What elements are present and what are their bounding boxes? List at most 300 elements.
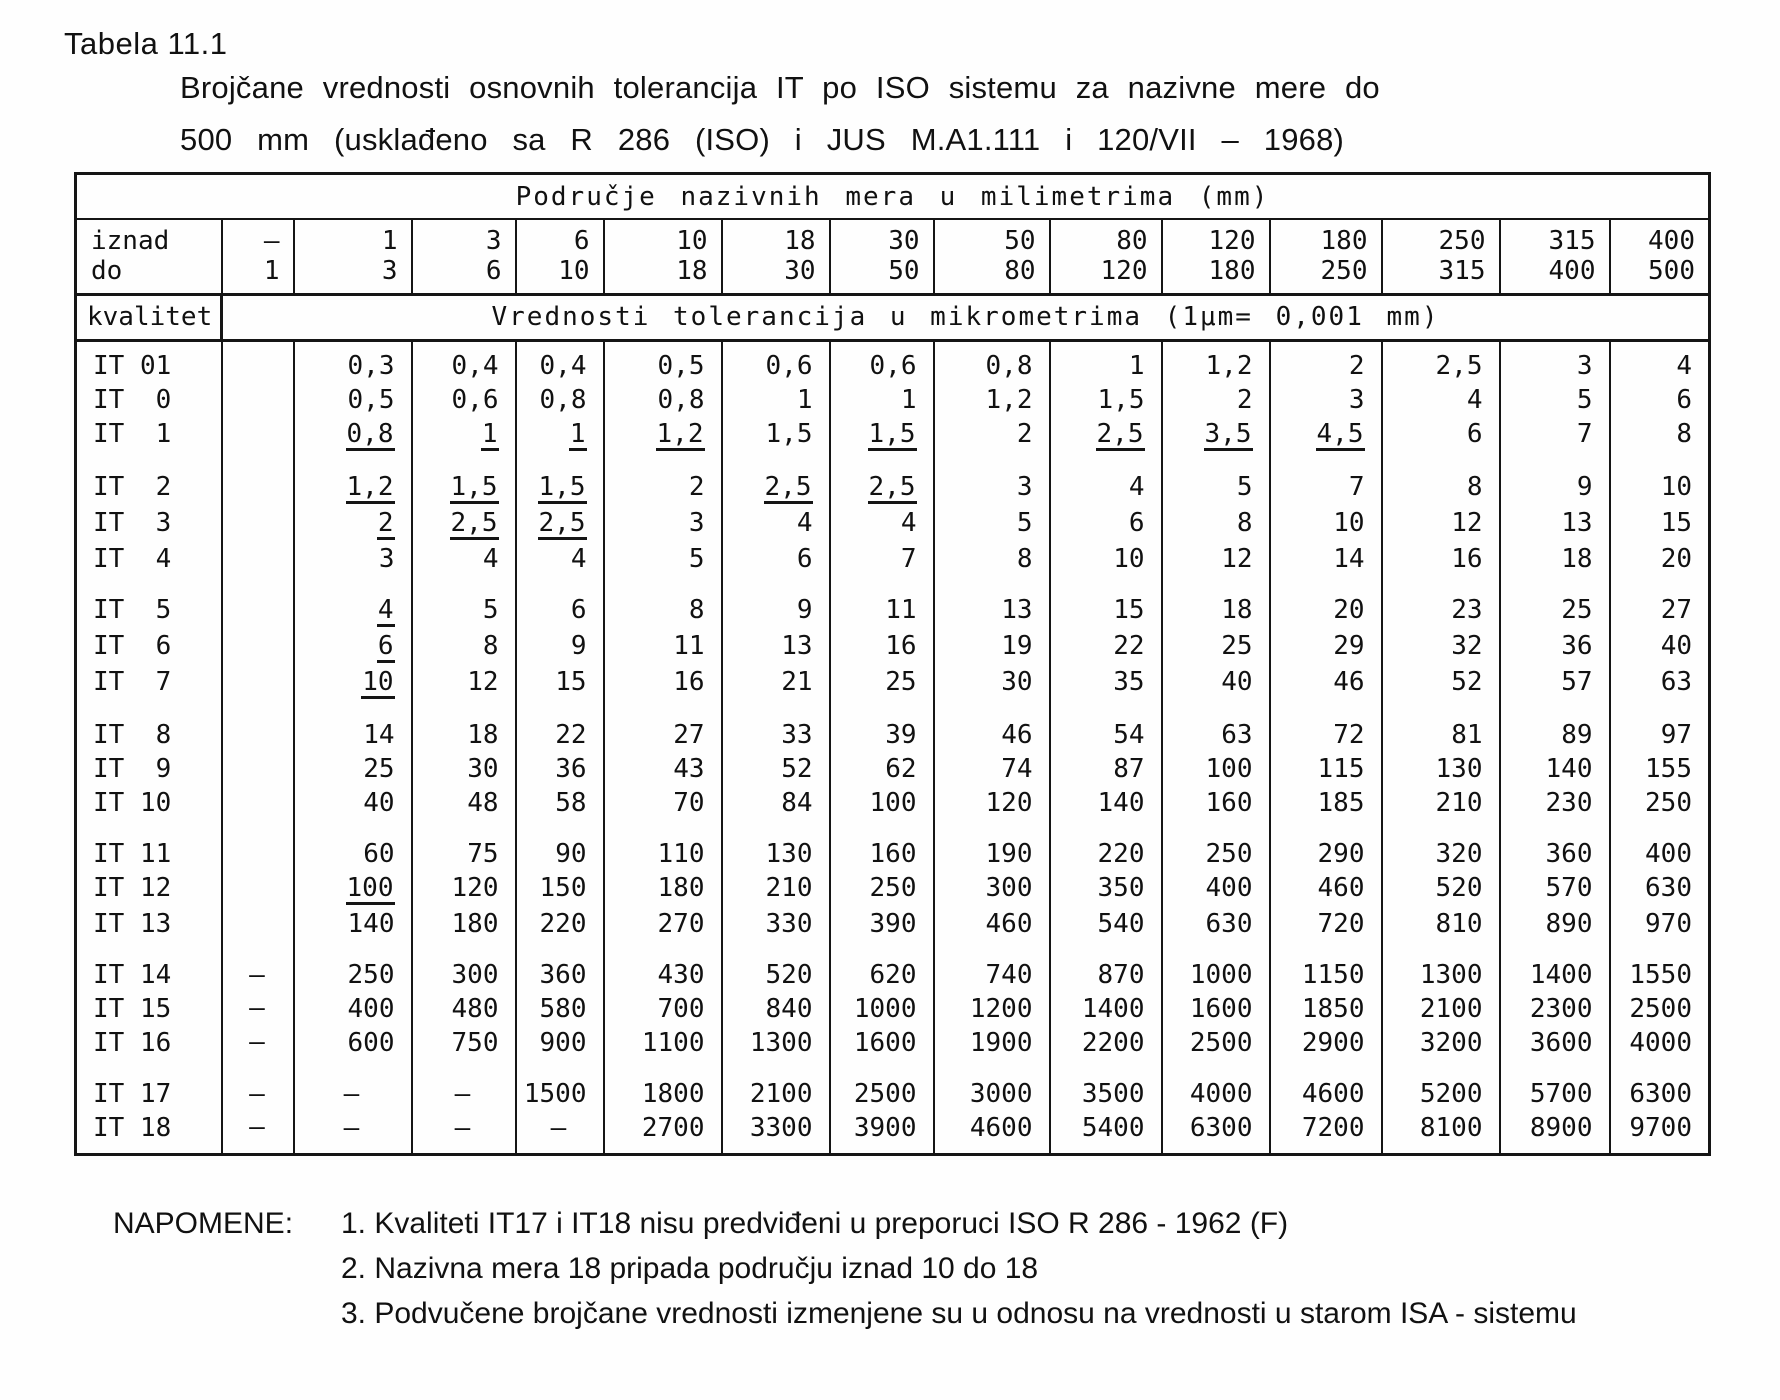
value-cell: 890 (1500, 907, 1610, 941)
value-cell: 2100 (722, 1060, 830, 1111)
value-cell: 115 (1270, 752, 1382, 786)
value-cell: 5 (1500, 383, 1610, 417)
value-cell: 2 (1270, 341, 1382, 384)
dash-cell (222, 871, 294, 907)
value-cell: 400 (294, 992, 412, 1026)
value-cell: 12 (1162, 542, 1270, 576)
value-cell: 11 (830, 576, 934, 629)
it-row (76, 341, 1710, 384)
value-cell (294, 506, 412, 542)
value-cell: 46 (934, 701, 1050, 752)
table-title (180, 72, 1440, 155)
value-cell: 2500 (1162, 1026, 1270, 1060)
value-cell: 3000 (934, 1060, 1050, 1111)
value-cell: 250 (294, 941, 412, 992)
it-grade-label: IT 01 (93, 351, 172, 381)
it-row (76, 417, 1710, 453)
value-cell (516, 506, 604, 542)
value-cell: 7200 (1270, 1111, 1382, 1155)
underlined-value: 1,2 (656, 419, 704, 449)
value-cell: 14 (294, 701, 412, 752)
it-grade-label: IT 2 (93, 472, 172, 502)
it-row (76, 383, 1710, 417)
value-cell: 130 (722, 820, 830, 871)
it-grade-label: IT 13 (93, 909, 172, 939)
value-cell: 3200 (1382, 1026, 1500, 1060)
value-cell: 4600 (1270, 1060, 1382, 1111)
value-cell: 2 (1162, 383, 1270, 417)
value-cell: 15 (1050, 576, 1162, 629)
value-cell (516, 453, 604, 506)
value-cell: 290 (1270, 820, 1382, 871)
value-cell: 13 (934, 576, 1050, 629)
value-cell: 30 (934, 665, 1050, 701)
value-cell: 8100 (1382, 1111, 1500, 1155)
underlined-value: 2,5 (450, 508, 498, 538)
do-value: 3 (381, 256, 398, 286)
value-cell: 250 (1162, 820, 1270, 871)
value-cell: 0,8 (604, 383, 722, 417)
value-cell: 230 (1500, 786, 1610, 820)
it-grade-label: IT 0 (93, 385, 172, 415)
underlined-value: 0,8 (346, 419, 394, 449)
value-cell: 8 (604, 576, 722, 629)
dash-cell: – (222, 1060, 294, 1111)
size-range-cell (722, 219, 830, 295)
value-cell: 10 (1050, 542, 1162, 576)
dash-cell (222, 542, 294, 576)
value-cell: 0,4 (412, 341, 516, 384)
value-cell: 1850 (1270, 992, 1382, 1026)
value-cell: 54 (1050, 701, 1162, 752)
do-value: 180 (1208, 256, 1256, 286)
value-cell: 100 (1162, 752, 1270, 786)
it-grade-label: IT 14 (93, 960, 172, 990)
value-cell: 0,5 (294, 383, 412, 417)
dash-cell: – (222, 1111, 294, 1155)
iznad-value: 250 (1438, 226, 1486, 256)
value-cell: 630 (1162, 907, 1270, 941)
value-cell: 720 (1270, 907, 1382, 941)
value-cell: 13 (722, 629, 830, 665)
iznad-value: 1 (381, 226, 398, 256)
value-cell: 250 (1610, 786, 1710, 820)
value-cell: 6300 (1162, 1111, 1270, 1155)
value-cell: 3 (934, 453, 1050, 506)
dash-cell (222, 752, 294, 786)
value-cell: 5700 (1500, 1060, 1610, 1111)
value-cell: 8 (1162, 506, 1270, 542)
value-cell: 0,6 (722, 341, 830, 384)
size-range-cell (830, 219, 934, 295)
value-cell: 4 (1610, 341, 1710, 384)
value-cell: 72 (1270, 701, 1382, 752)
value-cell: 5 (934, 506, 1050, 542)
value-cell: 185 (1270, 786, 1382, 820)
size-range-cell (604, 219, 722, 295)
value-cell: 3 (1270, 383, 1382, 417)
underlined-value: 4,5 (1316, 419, 1364, 449)
value-cell (412, 453, 516, 506)
value-cell: 360 (516, 941, 604, 992)
underlined-value: 2,5 (538, 508, 586, 538)
value-cell (294, 629, 412, 665)
value-cell: 120 (412, 871, 516, 907)
iznad-value: 10 (676, 226, 708, 256)
value-cell: 74 (934, 752, 1050, 786)
value-cell: 270 (604, 907, 722, 941)
value-cell: 75 (412, 820, 516, 871)
tolerance-table (74, 172, 1711, 1156)
kvalitet-row (76, 295, 1710, 341)
value-cell: 1300 (722, 1026, 830, 1060)
value-cell: 5 (604, 542, 722, 576)
underlined-value: 1 (569, 419, 586, 449)
dash-cell (222, 701, 294, 752)
it-row (76, 506, 1710, 542)
table-number-label: Tabela 11.1 (64, 26, 228, 61)
dash-cell (222, 576, 294, 629)
value-cell: 0,8 (516, 383, 604, 417)
it-grade-label: IT 15 (93, 994, 172, 1024)
value-cell: 6 (1610, 383, 1710, 417)
underlined-value: 10 (362, 667, 394, 697)
value-cell: 4 (516, 542, 604, 576)
value-cell: 25 (1162, 629, 1270, 665)
value-cell: 97 (1610, 701, 1710, 752)
values-unit-band: Vrednosti tolerancija u mikrometrima (1μm= 0,001 mm) (222, 295, 1710, 341)
value-cell: 57 (1500, 665, 1610, 701)
size-range-cell (1610, 219, 1710, 295)
do-value: 1 (263, 256, 280, 286)
it-row (76, 542, 1710, 576)
value-cell: 1100 (604, 1026, 722, 1060)
value-cell: 16 (604, 665, 722, 701)
value-cell: 0,4 (516, 341, 604, 384)
it-grade-label: IT 1 (93, 419, 172, 449)
value-cell: 1600 (1162, 992, 1270, 1026)
value-cell: 140 (1500, 752, 1610, 786)
value-cell: 2200 (1050, 1026, 1162, 1060)
it-grade-label: IT 18 (93, 1113, 172, 1143)
value-cell: 250 (830, 871, 934, 907)
value-cell: 2 (934, 417, 1050, 453)
value-cell: 1600 (830, 1026, 934, 1060)
underlined-value: 2,5 (868, 472, 916, 502)
value-cell: 63 (1162, 701, 1270, 752)
value-cell: 48 (412, 786, 516, 820)
iznad-value: 315 (1548, 226, 1596, 256)
it-grade-label: IT 8 (93, 720, 172, 750)
value-cell: 16 (830, 629, 934, 665)
underlined-value: 1,5 (450, 472, 498, 502)
value-cell: 2100 (1382, 992, 1500, 1026)
dash-cell: – (222, 992, 294, 1026)
value-cell: 1000 (1162, 941, 1270, 992)
value-cell: 320 (1382, 820, 1500, 871)
value-cell: 18 (412, 701, 516, 752)
it-row (76, 1060, 1710, 1111)
underlined-value: 2 (377, 508, 394, 538)
value-cell: 1300 (1382, 941, 1500, 992)
value-cell: 18 (1500, 542, 1610, 576)
value-cell: 25 (1500, 576, 1610, 629)
it-grade-label: IT 11 (93, 839, 172, 869)
notes-list (341, 1202, 1581, 1337)
dash-cell (222, 907, 294, 941)
iznad-value: 18 (784, 226, 816, 256)
value-cell: 19 (934, 629, 1050, 665)
kvalitet-label: kvalitet (76, 295, 222, 341)
it-grade-label: IT 4 (93, 544, 172, 574)
value-cell: 1 (722, 383, 830, 417)
do-value: 315 (1438, 256, 1486, 286)
value-cell: 970 (1610, 907, 1710, 941)
value-cell: 0,6 (830, 341, 934, 384)
value-cell (830, 453, 934, 506)
value-cell: 350 (1050, 871, 1162, 907)
it-row (76, 907, 1710, 941)
value-cell: 15 (1610, 506, 1710, 542)
size-range-band: Područje nazivnih mera u milimetrima (mm) (76, 174, 1710, 220)
value-cell (1050, 417, 1162, 453)
value-cell: 630 (1610, 871, 1710, 907)
underlined-value: 3,5 (1204, 419, 1252, 449)
value-cell: 1900 (934, 1026, 1050, 1060)
value-cell: 25 (830, 665, 934, 701)
value-cell (1162, 417, 1270, 453)
value-cell: 210 (1382, 786, 1500, 820)
it-row (76, 629, 1710, 665)
value-cell: 740 (934, 941, 1050, 992)
underlined-value: 1 (481, 419, 498, 449)
value-cell: 20 (1610, 542, 1710, 576)
value-cell: 3 (604, 506, 722, 542)
value-cell: 1,5 (722, 417, 830, 453)
it-row (76, 941, 1710, 992)
value-cell: 0,6 (412, 383, 516, 417)
value-cell: 22 (1050, 629, 1162, 665)
it-row (76, 1111, 1710, 1155)
value-cell: 1400 (1050, 992, 1162, 1026)
underlined-value: 6 (377, 631, 394, 661)
value-cell (1270, 417, 1382, 453)
value-cell: 520 (1382, 871, 1500, 907)
dash-cell: – (222, 1026, 294, 1060)
value-cell: 2500 (830, 1060, 934, 1111)
iznad-value: 180 (1320, 226, 1368, 256)
value-cell: 390 (830, 907, 934, 941)
size-range-cell (1382, 219, 1500, 295)
it-grade-label: IT 16 (93, 1028, 172, 1058)
note-item: 2. Nazivna mera 18 pripada području iznad 10 do 18 (341, 1252, 1039, 1285)
value-cell: 1800 (604, 1060, 722, 1111)
value-cell: 25 (294, 752, 412, 786)
value-cell: 21 (722, 665, 830, 701)
value-cell: 3 (294, 542, 412, 576)
value-cell: 6 (1382, 417, 1500, 453)
value-cell: 1,2 (1162, 341, 1270, 384)
value-cell: 155 (1610, 752, 1710, 786)
dash-cell (222, 341, 294, 384)
value-cell: 580 (516, 992, 604, 1026)
value-cell: 40 (1162, 665, 1270, 701)
value-cell: 52 (722, 752, 830, 786)
value-cell: 27 (1610, 576, 1710, 629)
value-cell: 0,5 (604, 341, 722, 384)
value-cell: 520 (722, 941, 830, 992)
value-cell: 540 (1050, 907, 1162, 941)
value-cell: 160 (1162, 786, 1270, 820)
value-cell: 300 (412, 941, 516, 992)
value-cell: 43 (604, 752, 722, 786)
value-cell: 12 (1382, 506, 1500, 542)
value-cell: 2300 (1500, 992, 1610, 1026)
it-row (76, 752, 1710, 786)
value-cell: 190 (934, 820, 1050, 871)
value-cell: 10 (1270, 506, 1382, 542)
dash-cell (222, 417, 294, 453)
value-cell: 140 (1050, 786, 1162, 820)
value-cell: 900 (516, 1026, 604, 1060)
value-cell (516, 417, 604, 453)
value-cell: 100 (830, 786, 934, 820)
iznad-value: 6 (573, 226, 590, 256)
value-cell: 7 (1500, 417, 1610, 453)
it-grade-label: IT 17 (93, 1079, 172, 1109)
do-value: 10 (558, 256, 590, 286)
value-cell (412, 506, 516, 542)
value-cell: 2900 (1270, 1026, 1382, 1060)
value-cell: 1 (830, 383, 934, 417)
dash-cell (222, 665, 294, 701)
do-value: 400 (1548, 256, 1596, 286)
value-cell: 3500 (1050, 1060, 1162, 1111)
value-cell: 70 (604, 786, 722, 820)
value-cell: 8 (1610, 417, 1710, 453)
value-cell: 3300 (722, 1111, 830, 1155)
value-cell: 3900 (830, 1111, 934, 1155)
value-cell: 150 (516, 871, 604, 907)
value-cell: 4 (722, 506, 830, 542)
value-cell: – (412, 1111, 516, 1155)
value-cell: 2500 (1610, 992, 1710, 1026)
value-cell: 7 (830, 542, 934, 576)
value-cell: 10 (1610, 453, 1710, 506)
value-cell: 1200 (934, 992, 1050, 1026)
size-range-cell (294, 219, 412, 295)
value-cell: 430 (604, 941, 722, 992)
value-cell: 3600 (1500, 1026, 1610, 1060)
size-range-row (76, 219, 1710, 295)
it-row (76, 576, 1710, 629)
it-grade-label: IT 7 (93, 667, 172, 697)
value-cell (294, 417, 412, 453)
iznad-value: – (263, 226, 280, 256)
value-cell: 5 (1162, 453, 1270, 506)
note-item: 1. Kvaliteti IT17 i IT18 nisu predviđeni u preporuci ISO R 286 - 1962 (F) (341, 1207, 1289, 1240)
it-row (76, 871, 1710, 907)
value-cell: 460 (934, 907, 1050, 941)
value-cell: 6300 (1610, 1060, 1710, 1111)
value-cell: 39 (830, 701, 934, 752)
table-title-line2: 500 mm (usklađeno sa R 286 (ISO) i JUS M.A1.111 i 120/VII – 1968) (180, 122, 1345, 157)
iznad-value: 120 (1208, 226, 1256, 256)
value-cell: 4000 (1610, 1026, 1710, 1060)
value-cell: 160 (830, 820, 934, 871)
value-cell: 750 (412, 1026, 516, 1060)
value-cell: 6 (722, 542, 830, 576)
value-cell: 35 (1050, 665, 1162, 701)
iznad-label: iznad (91, 226, 170, 256)
value-cell: 29 (1270, 629, 1382, 665)
value-cell: 9 (722, 576, 830, 629)
value-cell: 9700 (1610, 1111, 1710, 1155)
value-cell: 16 (1382, 542, 1500, 576)
value-cell (412, 417, 516, 453)
value-cell: 4000 (1162, 1060, 1270, 1111)
value-cell: 1500 (516, 1060, 604, 1111)
value-cell: 460 (1270, 871, 1382, 907)
value-cell: 40 (1610, 629, 1710, 665)
value-cell: 600 (294, 1026, 412, 1060)
iznad-value: 400 (1648, 226, 1695, 256)
it-row (76, 820, 1710, 871)
value-cell: 90 (516, 820, 604, 871)
dash-cell (222, 506, 294, 542)
it-grade-label: IT 3 (93, 508, 172, 538)
value-cell: 33 (722, 701, 830, 752)
it-row (76, 701, 1710, 752)
iznad-value: 80 (1116, 226, 1148, 256)
dash-cell: – (222, 941, 294, 992)
value-cell: 5200 (1382, 1060, 1500, 1111)
value-cell: 180 (604, 871, 722, 907)
it-row (76, 453, 1710, 506)
value-cell: 81 (1382, 701, 1500, 752)
it-row (76, 1026, 1710, 1060)
value-cell: 110 (604, 820, 722, 871)
do-value: 120 (1100, 256, 1148, 286)
value-cell: 87 (1050, 752, 1162, 786)
value-cell (294, 453, 412, 506)
value-cell: 400 (1162, 871, 1270, 907)
size-band-row (76, 174, 1710, 220)
size-range-cell (412, 219, 516, 295)
value-cell: 13 (1500, 506, 1610, 542)
value-cell: 2700 (604, 1111, 722, 1155)
value-cell: 40 (294, 786, 412, 820)
value-cell: 0,3 (294, 341, 412, 384)
do-value: 50 (888, 256, 920, 286)
iznad-value: 50 (1004, 226, 1036, 256)
value-cell: 4 (412, 542, 516, 576)
value-cell: 46 (1270, 665, 1382, 701)
value-cell: 140 (294, 907, 412, 941)
value-cell: 6 (516, 576, 604, 629)
size-range-cell (222, 219, 294, 295)
value-cell: 36 (1500, 629, 1610, 665)
value-cell: 58 (516, 786, 604, 820)
value-cell: 84 (722, 786, 830, 820)
value-cell: 130 (1382, 752, 1500, 786)
value-cell: 1,5 (1050, 383, 1162, 417)
value-cell: 8 (1382, 453, 1500, 506)
iznad-value: 3 (485, 226, 502, 256)
value-cell: 15 (516, 665, 604, 701)
value-cell: 63 (1610, 665, 1710, 701)
value-cell: 300 (934, 871, 1050, 907)
